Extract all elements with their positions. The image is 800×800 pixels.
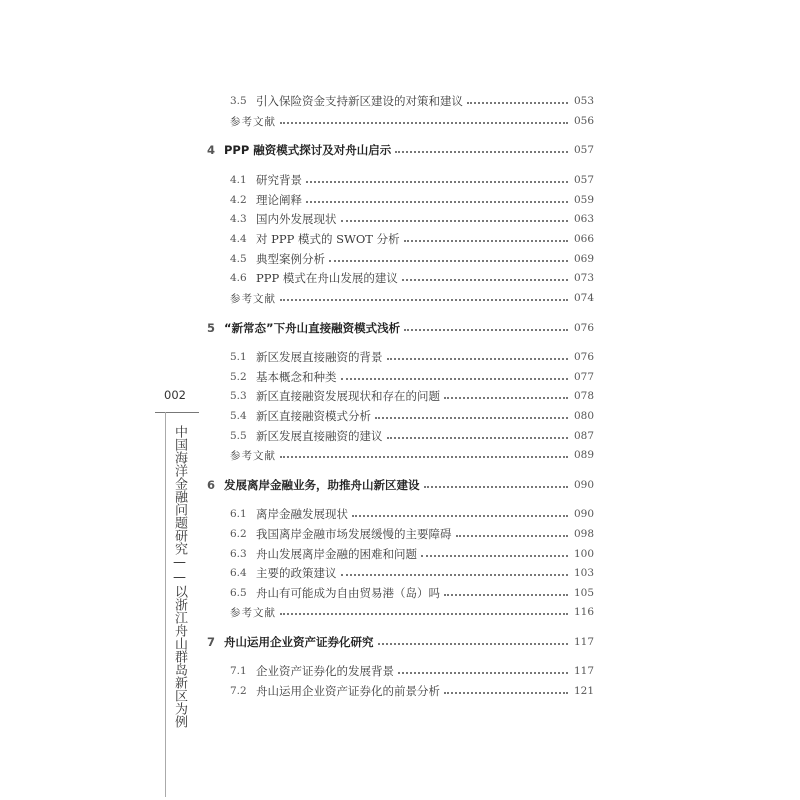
toc-entry-title: 参考文献 — [230, 606, 276, 619]
toc-entry-page: 087 — [573, 430, 594, 442]
toc-entry-page: 098 — [573, 528, 594, 540]
toc-chapter-entry — [207, 319, 594, 337]
toc-entry-number: 4.4 — [230, 233, 247, 245]
dot-leader — [398, 672, 568, 674]
toc-entry-title: 基本概念和种类 — [256, 370, 337, 384]
toc-entry-title: 典型案例分析 — [256, 252, 325, 266]
dot-leader — [456, 535, 568, 537]
toc-entry-page: 117 — [573, 665, 594, 677]
toc-section-entry — [230, 682, 594, 700]
toc-entry-title: 舟山运用企业资产证券化的前景分析 — [256, 684, 440, 698]
dot-leader — [395, 151, 568, 153]
toc-entry-page: 116 — [573, 606, 594, 618]
dot-leader — [444, 692, 568, 694]
dot-leader — [378, 643, 568, 645]
toc-entry-title: 舟山运用企业资产证券化研究 — [224, 635, 374, 649]
dot-leader — [306, 201, 568, 203]
toc-entry-title: 新区发展直接融资的背景 — [256, 350, 383, 364]
toc-entry-number: 6.3 — [230, 548, 247, 560]
dot-leader — [421, 555, 568, 557]
dot-leader — [404, 240, 568, 242]
dot-leader — [280, 456, 568, 458]
toc-references-entry — [230, 603, 594, 621]
toc-entry-number: 4.2 — [230, 194, 247, 206]
toc-section-entry — [230, 545, 594, 563]
toc-section-entry — [230, 427, 594, 445]
running-book-title: 中国海洋金融问题研究——以浙江舟山群岛新区为例 — [172, 425, 187, 728]
toc-entry-number: 5.1 — [230, 351, 247, 363]
toc-entry-page: 117 — [573, 636, 594, 648]
toc-entry-title: 主要的政策建议 — [256, 566, 337, 580]
toc-entry-page: 073 — [573, 272, 594, 284]
toc-entry-page: 076 — [573, 351, 594, 363]
toc-entry-page: 056 — [573, 115, 594, 127]
dot-leader — [341, 574, 568, 576]
toc-section-entry — [230, 407, 594, 425]
toc-entry-number: 4.3 — [230, 213, 247, 225]
dot-leader — [467, 102, 568, 104]
toc-entry-title: 发展离岸金融业务，助推舟山新区建设 — [224, 478, 420, 492]
dot-leader — [306, 181, 568, 183]
folio-rule — [155, 412, 199, 413]
toc-entry-number: 6.5 — [230, 587, 247, 599]
toc-entry-number: 4.1 — [230, 174, 247, 186]
toc-section-entry — [230, 387, 594, 405]
toc-entry-title: 研究背景 — [256, 173, 302, 187]
dot-leader — [341, 220, 568, 222]
toc-entry-page: 053 — [573, 95, 594, 107]
toc-entry-page: 100 — [573, 548, 594, 560]
toc-entry-page: 066 — [573, 233, 594, 245]
dot-leader — [375, 417, 568, 419]
toc-entry-number: 7.2 — [230, 685, 247, 697]
page-number: 002 — [164, 388, 186, 402]
toc-section-entry — [230, 210, 594, 228]
toc-entry-number: 5.5 — [230, 430, 247, 442]
toc-entry-title: 参考文献 — [230, 449, 276, 462]
dot-leader — [387, 437, 568, 439]
toc-entry-page: 089 — [573, 449, 594, 461]
toc-entry-page: 090 — [573, 479, 594, 491]
toc-entry-page: 057 — [573, 144, 594, 156]
toc-entry-title: 国内外发展现状 — [256, 212, 337, 226]
page-margin — [155, 385, 215, 785]
toc-entry-number: 4.5 — [230, 253, 247, 265]
toc-entry-title: 理论阐释 — [256, 193, 302, 207]
toc-entry-number: 6.1 — [230, 508, 247, 520]
toc-chapter-entry — [207, 476, 594, 494]
toc-references-entry — [230, 289, 594, 307]
toc-section-entry — [230, 584, 594, 602]
toc-entry-number: 4.6 — [230, 272, 247, 284]
dot-leader — [329, 260, 568, 262]
dot-leader — [280, 299, 568, 301]
dot-leader — [424, 486, 568, 488]
toc-entry-page: 069 — [573, 253, 594, 265]
toc-entry-page: 077 — [573, 371, 594, 383]
dot-leader — [341, 378, 568, 380]
dot-leader — [387, 358, 568, 360]
toc-entry-title: PPP 模式在舟山发展的建议 — [256, 271, 398, 285]
toc-chapter-entry — [207, 633, 594, 651]
toc-section-entry — [230, 662, 594, 680]
toc-entry-page: 076 — [573, 322, 594, 334]
dot-leader — [280, 613, 568, 615]
toc-references-entry — [230, 446, 594, 464]
toc-section-entry — [230, 525, 594, 543]
toc-section-entry — [230, 191, 594, 209]
toc-entry-title: PPP 融资模式探讨及对舟山启示 — [224, 143, 392, 157]
toc-entry-number: 7.1 — [230, 665, 247, 677]
toc-entry-title: 引入保险资金支持新区建设的对策和建议 — [256, 94, 463, 108]
toc-entry-title: 舟山发展离岸金融的困难和问题 — [256, 547, 417, 561]
toc-entry-number: 5 — [207, 321, 216, 335]
toc-entry-page: 090 — [573, 508, 594, 520]
toc-section-entry — [230, 564, 594, 582]
toc-entry-page: 103 — [573, 567, 594, 579]
toc-entry-title: 离岸金融发展现状 — [256, 507, 348, 521]
toc-entry-number: 3.5 — [230, 95, 247, 107]
toc-entry-number: 6.2 — [230, 528, 247, 540]
toc-entry-title: 对 PPP 模式的 SWOT 分析 — [256, 232, 400, 246]
toc-chapter-entry — [207, 141, 594, 159]
toc-references-entry — [230, 112, 594, 130]
dot-leader — [402, 279, 568, 281]
toc-entry-page: 074 — [573, 292, 594, 304]
toc-entry-title: 新区直接融资发展现状和存在的问题 — [256, 389, 440, 403]
toc-entry-title: 我国离岸金融市场发展缓慢的主要障碍 — [256, 527, 452, 541]
toc-entry-number: 7 — [207, 635, 216, 649]
toc-entry-title: “新常态”下舟山直接融资模式浅析 — [224, 321, 401, 335]
toc-entry-title: 新区发展直接融资的建议 — [256, 429, 383, 443]
toc-entry-page: 078 — [573, 390, 594, 402]
toc-entry-number: 4 — [207, 143, 216, 157]
dot-leader — [444, 594, 568, 596]
toc-entry-number: 5.4 — [230, 410, 247, 422]
toc-entry-page: 063 — [573, 213, 594, 225]
toc-entry-page: 121 — [573, 685, 594, 697]
toc-section-entry — [230, 348, 594, 366]
margin-rule — [165, 412, 166, 797]
dot-leader — [404, 329, 568, 331]
toc-section-entry — [230, 505, 594, 523]
dot-leader — [280, 122, 568, 124]
toc-section-entry — [230, 171, 594, 189]
toc-entry-title: 企业资产证券化的发展背景 — [256, 664, 394, 678]
toc-section-entry — [230, 92, 594, 110]
toc-entry-number: 6 — [207, 478, 216, 492]
toc-section-entry — [230, 250, 594, 268]
toc-entry-number: 5.2 — [230, 371, 247, 383]
dot-leader — [444, 397, 568, 399]
toc-entry-title: 参考文献 — [230, 115, 276, 128]
toc-section-entry — [230, 368, 594, 386]
toc-entry-number: 5.3 — [230, 390, 247, 402]
toc-section-entry — [230, 230, 594, 248]
toc-entry-title: 新区直接融资模式分析 — [256, 409, 371, 423]
toc-entry-page: 105 — [573, 587, 594, 599]
toc-entry-title: 参考文献 — [230, 292, 276, 305]
toc-entry-page: 057 — [573, 174, 594, 186]
dot-leader — [352, 515, 568, 517]
toc-entry-title: 舟山有可能成为自由贸易港（岛）吗 — [256, 586, 440, 600]
toc-entry-page: 059 — [573, 194, 594, 206]
toc-entry-page: 080 — [573, 410, 594, 422]
toc-section-entry — [230, 269, 594, 287]
toc-entry-number: 6.4 — [230, 567, 247, 579]
